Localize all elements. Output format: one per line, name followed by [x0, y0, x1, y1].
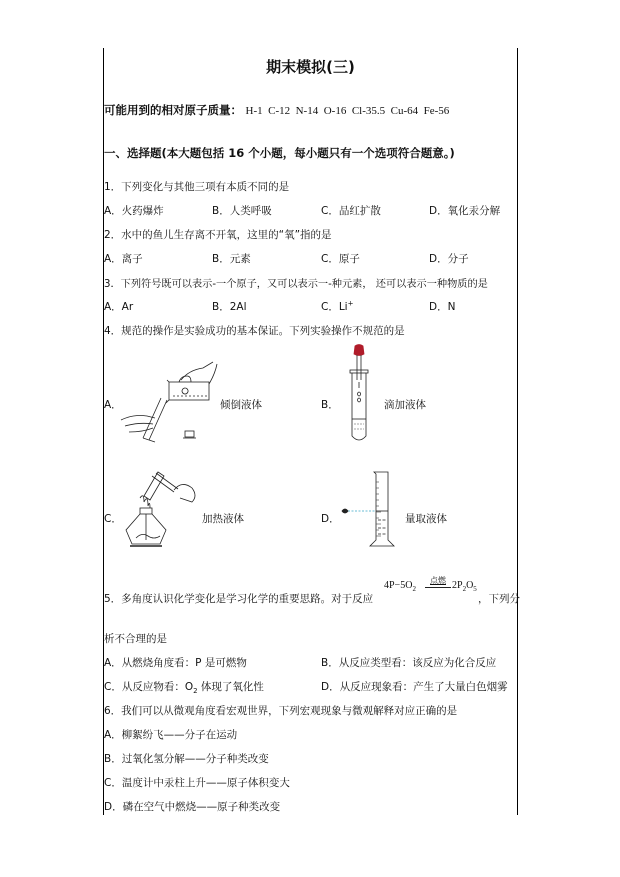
figure-d-letter: D． — [321, 513, 340, 525]
equation-products — [452, 580, 477, 593]
question-3-option-b: B．2Al — [212, 301, 247, 313]
reaction-arrow — [425, 587, 451, 588]
question-5-option-a: A．从燃烧角度看：P 是可燃物 — [104, 657, 247, 669]
section-heading: 一、选择题(本大题包括 16 个小题，每小题只有一个选项符合题意。) — [104, 146, 455, 160]
subscript-2: 2 — [193, 687, 198, 696]
figure-b-letter: B． — [321, 399, 339, 411]
question-5-option-d: D．从反应现象看：产生了大量白色烟雾 — [321, 681, 508, 693]
question-2-option-d: D．分子 — [429, 253, 469, 265]
question-5-option-c-text: C．从反应物看：O — [104, 681, 194, 693]
question-1-option-d: D．氧化汞分解 — [429, 205, 501, 217]
question-3-option-a: A．Ar — [104, 301, 134, 313]
equation-product-o: O — [466, 580, 474, 591]
equation-reactants: 4P−5O — [384, 580, 413, 591]
equation-sub: 2 — [462, 585, 467, 593]
question-6-option-c: C．温度计中汞柱上升——原子体积变大 — [104, 777, 290, 789]
figure-c-caption: 加热液体 — [202, 513, 244, 525]
page-title: 期末模拟(三) — [266, 58, 355, 76]
figure-c-letter: C． — [104, 513, 122, 525]
question-3-option-c — [321, 299, 353, 314]
reaction-condition: 点燃 — [430, 576, 446, 585]
question-3-stem: 3．下列符号既可以表示-一个原子，又可以表示一-种元素， 还可以表示一种物质的是 — [104, 279, 488, 290]
question-6-stem: 6．我们可以从微观角度看宏观世界，下列宏观现象与微观解释对应正确的是 — [104, 705, 458, 717]
question-2-stem: 2．水中的鱼儿生存离不开氧，这里的“氧”指的是 — [104, 229, 332, 241]
figure-a-caption: 倾倒液体 — [220, 399, 262, 411]
question-3-option-c-text: C．Li — [321, 301, 348, 313]
question-5-stem-suffix: ，下列分 — [478, 593, 520, 605]
question-6-option-d: D．磷在空气中燃烧——原子种类改变 — [104, 801, 281, 813]
equation-product-p: 2P — [452, 580, 463, 591]
question-6-option-a: A．柳絮纷飞——分子在运动 — [104, 729, 238, 741]
question-5-stem-line2: 析不合理的是 — [104, 633, 167, 645]
question-1-option-c: C．品红扩散 — [321, 205, 381, 217]
equation-sub: 5 — [473, 585, 477, 593]
question-1-stem: 1．下列变化与其他三项有本质不同的是 — [104, 181, 290, 193]
atomic-mass-label: 可能用到的相对原子质量： — [104, 103, 242, 117]
equation-sub: 2 — [412, 585, 416, 593]
heating-test-tube-illustration — [122, 468, 204, 550]
page-frame — [103, 48, 518, 815]
figure-b-caption: 滴加液体 — [384, 399, 426, 411]
question-2-option-a: A．离子 — [104, 253, 143, 265]
question-3-option-d: D．N — [429, 301, 456, 313]
superscript-plus: + — [347, 299, 354, 308]
figure-a-letter: A． — [104, 399, 122, 411]
graduated-cylinder-reading-illustration — [342, 468, 404, 550]
question-6-option-b: B．过氧化氢分解——分子种类改变 — [104, 753, 269, 765]
chemical-equation — [384, 580, 416, 593]
pouring-liquid-illustration — [121, 360, 221, 442]
question-4-stem: 4．规范的操作是实验成功的基本保证。下列实验操作不规范的是 — [104, 325, 405, 337]
figure-d-caption: 量取液体 — [405, 513, 447, 525]
question-5-option-c — [104, 679, 264, 695]
question-5-stem-prefix: 5．多角度认识化学变化是学习化学的重要思路。对于反应 — [104, 593, 374, 605]
question-2-option-c: C．原子 — [321, 253, 360, 265]
question-5-option-b: B．从反应类型看：该反应为化合反应 — [321, 657, 497, 669]
dropper-test-tube-illustration — [344, 344, 374, 444]
question-2-option-b: B．元素 — [212, 253, 251, 265]
atomic-mass-line — [104, 102, 449, 118]
question-1-option-b: B．人类呼吸 — [212, 205, 272, 217]
atomic-mass-values: H-1 C-12 N-14 O-16 Cl-35.5 Cu-64 Fe-56 — [245, 105, 450, 117]
question-5-option-c-tail: 体现了氧化性 — [197, 681, 264, 693]
question-1-option-a: A．火药爆炸 — [104, 205, 164, 217]
